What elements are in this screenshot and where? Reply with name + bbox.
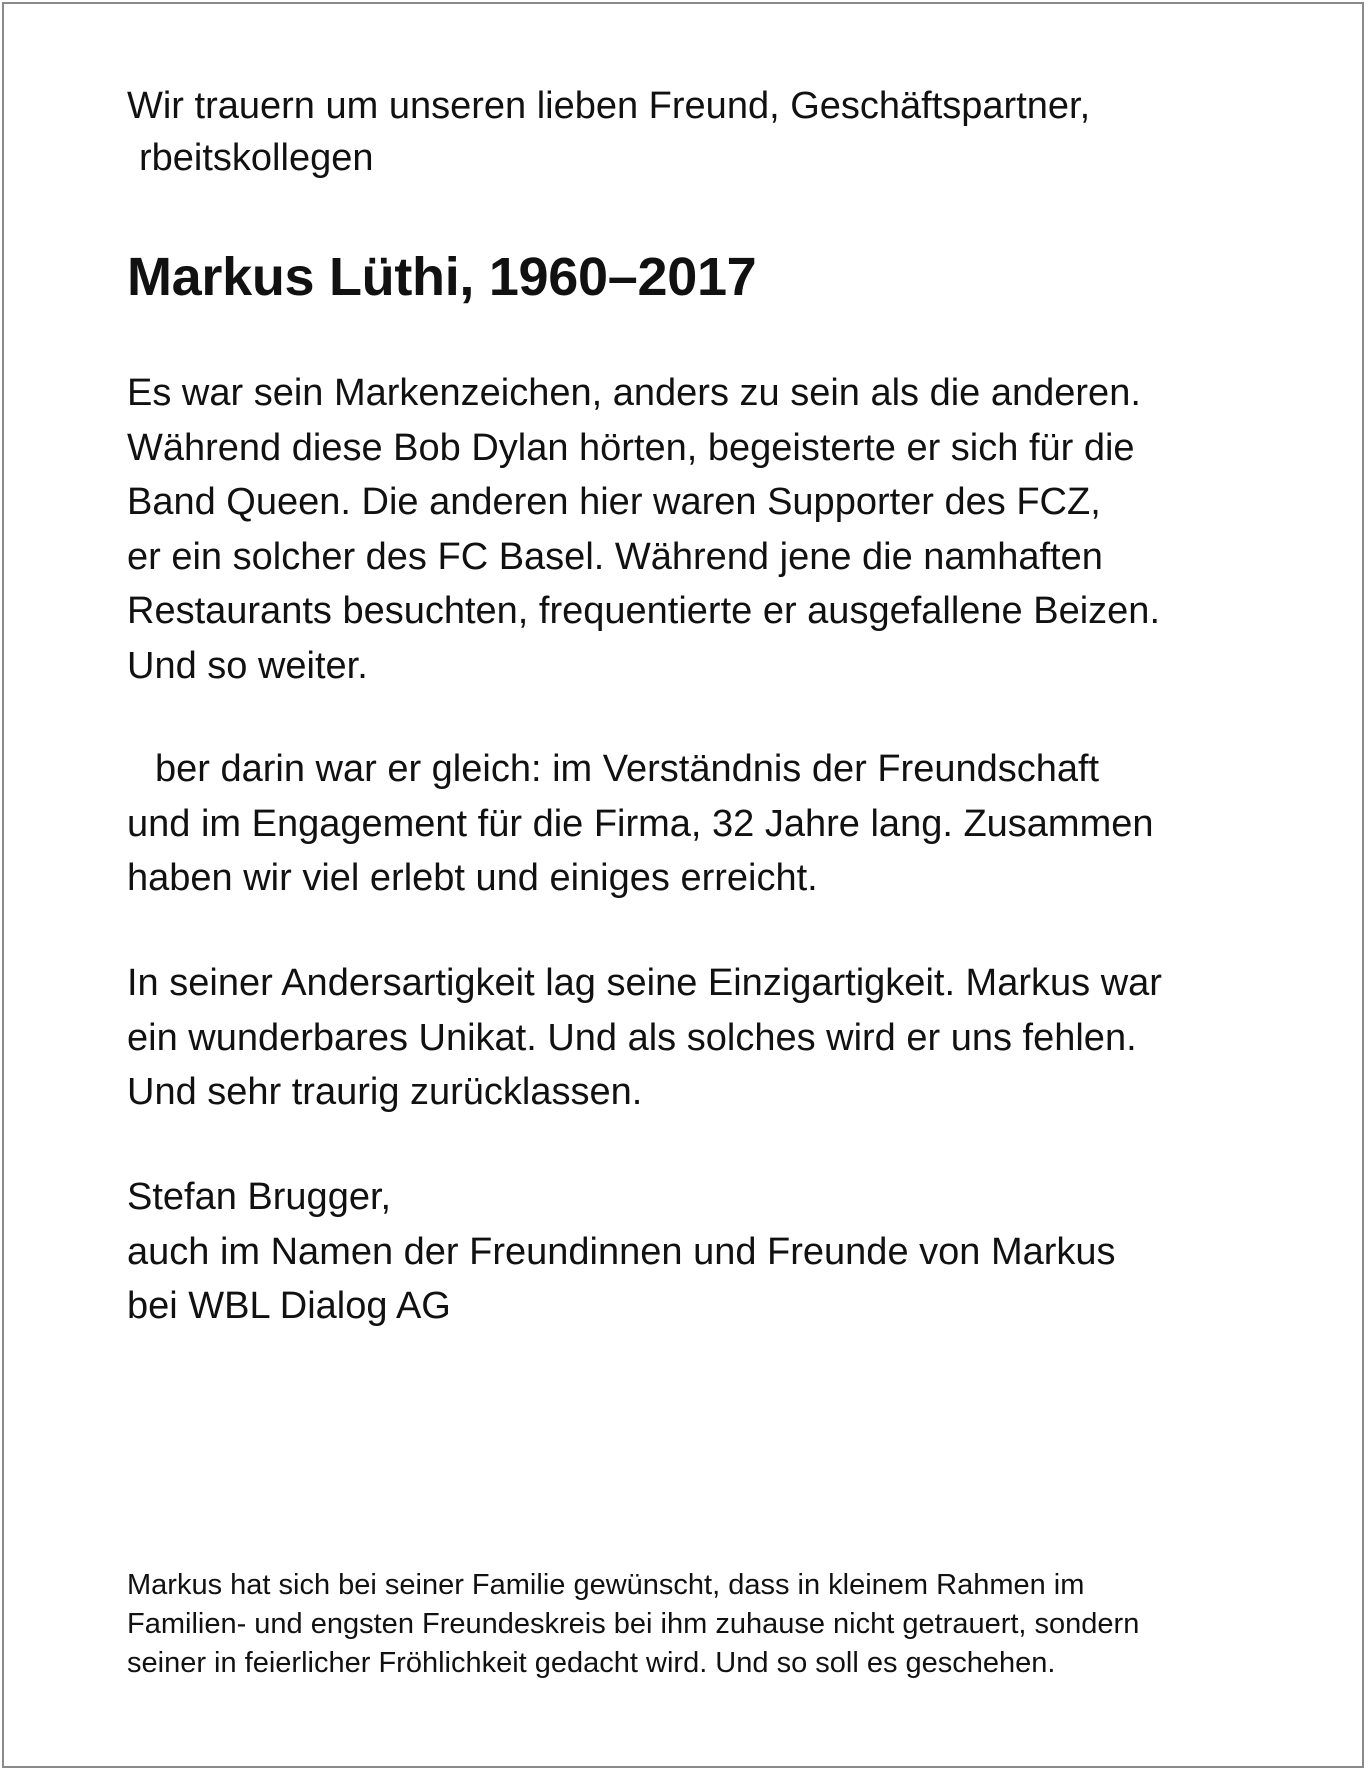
text-line: ber darin war er gleich: im Verständnis der Freundschaft: [155, 748, 1100, 790]
signature-line: Stefan Brugger,: [127, 1176, 392, 1218]
signature-block: [127, 1170, 1277, 1334]
paragraph-uniqueness: [127, 956, 1277, 1120]
text-line: und im Engagement für die Firma, 32 Jahre lang. Zusammen: [127, 802, 1154, 845]
intro-line: rbeitskollegen: [139, 137, 374, 179]
paragraph-character: [127, 366, 1277, 693]
text-line: ein wunderbares Unikat. Und als solches wird er uns fehlen.: [127, 1016, 1137, 1059]
note-line: seiner in feierlicher Fröhlichkeit gedacht wird. Und so soll es geschehen.: [127, 1647, 1056, 1679]
text-line: Und sehr traurig zurücklassen.: [127, 1071, 643, 1113]
text-line: Es war sein Markenzeichen, anders zu sein als die anderen.: [127, 372, 1141, 414]
text-line: Restaurants besuchten, frequentierte er ausgefallene Beizen.: [127, 590, 1160, 632]
text-line: haben wir viel erlebt und einiges erreicht.: [127, 857, 818, 899]
note-line: Markus hat sich bei seiner Familie gewünscht, dass in kleinem Rahmen im: [127, 1569, 1085, 1601]
obituary-page: [2, 2, 1364, 1768]
text-line: Band Queen. Die anderen hier waren Supporter des FCZ,: [127, 481, 1101, 523]
family-note: [127, 1566, 1139, 1683]
text-line: Und so weiter.: [127, 644, 368, 687]
text-line: er ein solcher des FC Basel. Während jene die namhaften: [127, 535, 1103, 578]
signature-line: bei WBL Dialog AG: [127, 1285, 451, 1327]
note-line: Familien- und engsten Freundeskreis bei ihm zuhause nicht getrauert, sondern: [127, 1608, 1140, 1640]
page-title: Markus Lüthi, 1960–2017: [127, 247, 757, 307]
obituary-content: [127, 80, 1267, 1679]
intro-text: [127, 80, 1267, 184]
paragraph-friendship: [127, 742, 1277, 906]
signature-line: auch im Namen der Freundinnen und Freunde von Markus: [127, 1230, 1116, 1273]
text-line: Während diese Bob Dylan hörten, begeisterte er sich für die: [127, 426, 1135, 469]
intro-line: Wir trauern um unseren lieben Freund, Geschäftspartner,: [127, 85, 1091, 127]
text-line: In seiner Andersartigkeit lag seine Einzigartigkeit. Markus war: [127, 962, 1162, 1004]
